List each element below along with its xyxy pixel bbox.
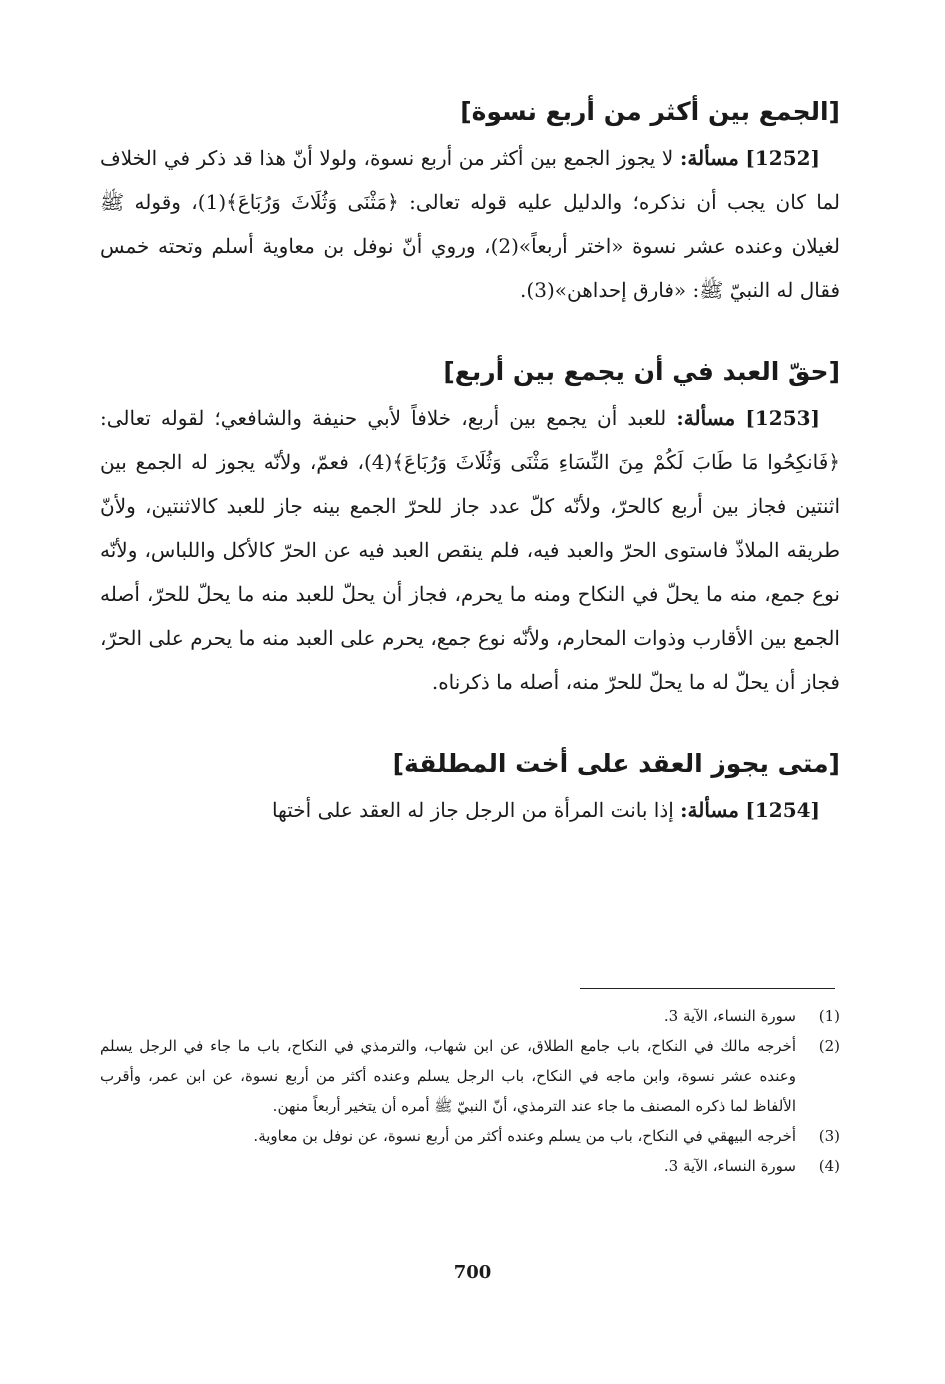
section-1252 [100, 92, 840, 312]
footnote-text: سورة النساء، الآية 3. [663, 1007, 796, 1025]
section-paragraph [100, 788, 840, 832]
footnote-item [100, 1151, 840, 1181]
issue-label: مسألة: [676, 406, 736, 430]
footnote-divider [580, 988, 835, 989]
footnote-text: سورة النساء، الآية 3. [663, 1157, 796, 1175]
issue-number: [1254] [745, 798, 820, 822]
footnote-number: (4) [818, 1157, 840, 1175]
footnote-text: أخرجه البيهقي في النكاح، باب من يسلم وعنده أكثر من أربع نسوة، عن نوفل بن معاوية. [253, 1127, 796, 1145]
issue-text: للعبد أن يجمع بين أربع، خلافاً لأبي حنيفة والشافعي؛ لقوله تعالى: ﴿فَانكِحُوا مَا طَابَ لَكُمْ مِنَ النِّسَاءِ مَثْنَى وَثُلَاثَ وَرُبَاعَ﴾(4)، فعمّ، ولأنّه يجوز له الجمع بين اثنتين فجاز بين أربع كالحرّ، ولأنّه كلّ عدد جاز للحرّ الجمع بينه جاز للعبد كالاثنتين، ولأنّ طريقه الملاذّ فاستوى الحرّ والعبد فيه، فلم ينقص العبد فيه عن الحرّ كالأكل واللباس، ولأنّه نوع جمع، منه ما يحلّ في النكاح ومنه ما يحرم، فجاز أن يحلّ للعبد منه ما يحلّ للحرّ، أصله الجمع بين الأقارب وذوات المحارم، ولأنّه نوع جمع، يحرم على العبد منه ما يحرم على الحرّ، فجاز أن يحلّ له ما يحلّ للحرّ منه، أصله ما ذكرناه. [100, 406, 841, 694]
footnote-number: (1) [818, 1007, 840, 1025]
section-paragraph [100, 396, 840, 704]
footnote-item [100, 1121, 840, 1151]
issue-label: مسألة: [679, 146, 739, 170]
footnote-item [100, 1001, 840, 1031]
footnotes [100, 995, 840, 1181]
footnote-item [100, 1031, 840, 1121]
section-heading: [حقّ العبد في أن يجمع بين أربع] [443, 357, 840, 386]
section-heading: [الجمع بين أكثر من أربع نسوة] [460, 97, 840, 126]
footnote-text: أخرجه مالك في النكاح، باب جامع الطلاق، عن ابن شهاب، والترمذي في النكاح، باب ما جاء في الرجل يسلم وعنده عشر نسوة، وابن ماجه في النكاح، باب الرجل يسلم وعنده أكثر من أربع نسوة، عن ابن عمر، وأقرب الألفاظ لما ذكره المصنف ما جاء عند الترمذي، أنّ النبيّ ﷺ أمره أن يتخير أربعاً منهن. [100, 1037, 796, 1115]
issue-text: إذا بانت المرأة من الرجل جاز له العقد على أختها [271, 798, 681, 822]
section-heading: [متى يجوز العقد على أخت المطلقة] [392, 749, 840, 778]
page-body [100, 92, 840, 832]
issue-number: [1253] [745, 406, 820, 430]
issue-label: مسألة: [680, 798, 740, 822]
section-paragraph [100, 136, 840, 312]
footnote-number: (2) [818, 1037, 840, 1055]
section-1254 [100, 744, 840, 832]
issue-number: [1252] [745, 146, 821, 170]
issue-text: لا يجوز الجمع بين أكثر من أربع نسوة، ولولا أنّ هذا قد ذكر في الخلاف لما كان يجب أن نذكره؛ والدليل عليه قوله تعالى: ﴿مَثْنَى وَثُلَاثَ وَرُبَاعَ﴾(1)، وقوله ﷺ لغيلان وعنده عشر نسوة «اختر أربعاً»(2)، وروي أنّ نوفل بن معاوية أسلم وتحته خمس فقال له النبيّ ﷺ: «فارق إحداهن»(3). [100, 146, 841, 302]
page-number: 700 [453, 1262, 492, 1283]
section-1253 [100, 352, 840, 704]
footnote-number: (3) [818, 1127, 840, 1145]
